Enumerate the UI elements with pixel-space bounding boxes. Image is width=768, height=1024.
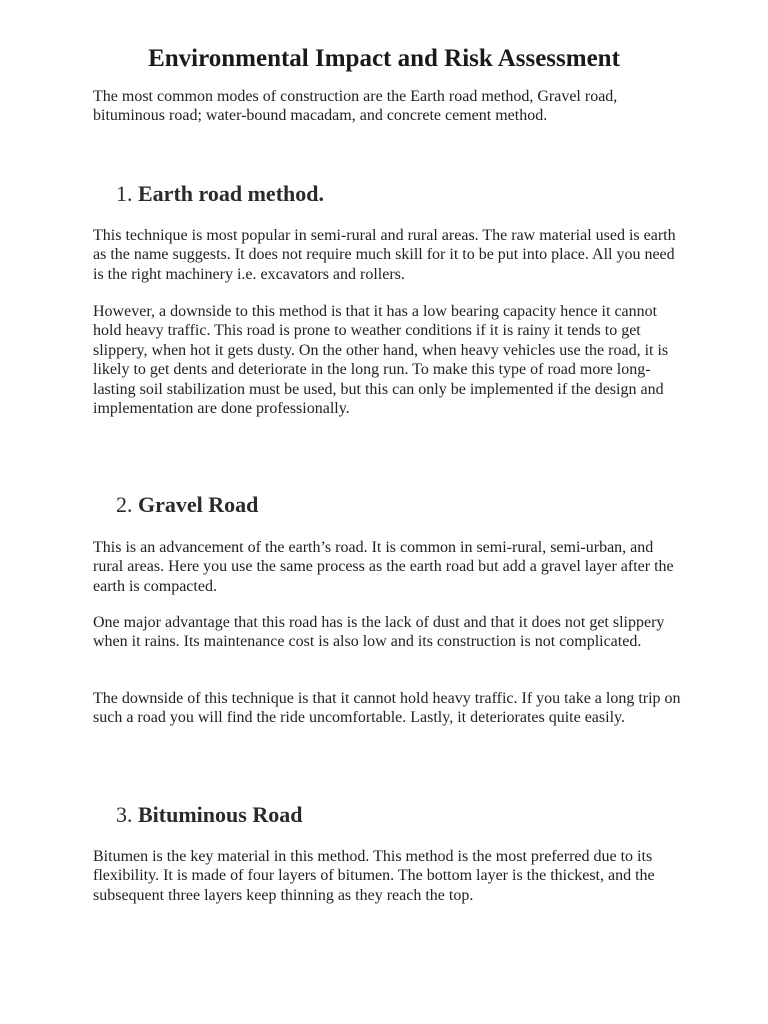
gravel-road-paragraph-1: This is an advancement of the earth’s road. It is common in semi-rural, semi-urban, and rural areas. Here you use the same process as the earth road but add a gravel layer after the earth is compacted. xyxy=(93,539,674,595)
document-title: Environmental Impact and Risk Assessment xyxy=(148,45,620,72)
gravel-road-paragraph-2: One major advantage that this road has is the lack of dust and that it does not get slippery when it rains. Its maintenance cost is also low and its construction is not complicated. xyxy=(93,614,665,651)
gravel-road-paragraph-3: The downside of this technique is that it cannot hold heavy traffic. If you take a long trip on such a road you will find the ride uncomfortable. Lastly, it deteriorates quite easily. xyxy=(93,690,681,727)
section-heading-bituminous-road xyxy=(116,800,302,830)
intro-paragraph: The most common modes of construction are the Earth road method, Gravel road, bituminous road; water-bound macadam, and concrete cement method. xyxy=(93,88,618,125)
bituminous-road-paragraph-1: Bitumen is the key material in this method. This method is the most preferred due to its flexibility. It is made of four layers of bitumen. The bottom layer is the thickest, and the subsequent three layers keep thinning as they reach the top. xyxy=(93,848,655,904)
earth-road-paragraph-1: This technique is most popular in semi-rural and rural areas. The raw material used is earth as the name suggests. It does not require much skill for it to be put into place. All you need is the right machinery i.e. excavators and rollers. xyxy=(93,227,676,283)
earth-road-paragraph-2: However, a downside to this method is that it has a low bearing capacity hence it cannot hold heavy traffic. This road is prone to weather conditions if it is rainy it tends to get slippery, when hot it gets dusty. On the other hand, when heavy vehicles use the road, it is likely to get dents and deteriorate in the long run. To make this type of road more long-lasting soil stabilization must be used, but this can only be implemented if the design and implementation are done professionally. xyxy=(93,303,669,418)
section-title: Earth road method. xyxy=(138,181,324,206)
section-heading-earth-road xyxy=(116,179,324,209)
section-heading-gravel-road xyxy=(116,490,258,520)
section-number: 2. xyxy=(116,492,133,517)
section-number: 3. xyxy=(116,802,133,827)
section-title: Bituminous Road xyxy=(138,802,303,827)
section-number: 1. xyxy=(116,181,133,206)
section-title: Gravel Road xyxy=(138,492,259,517)
